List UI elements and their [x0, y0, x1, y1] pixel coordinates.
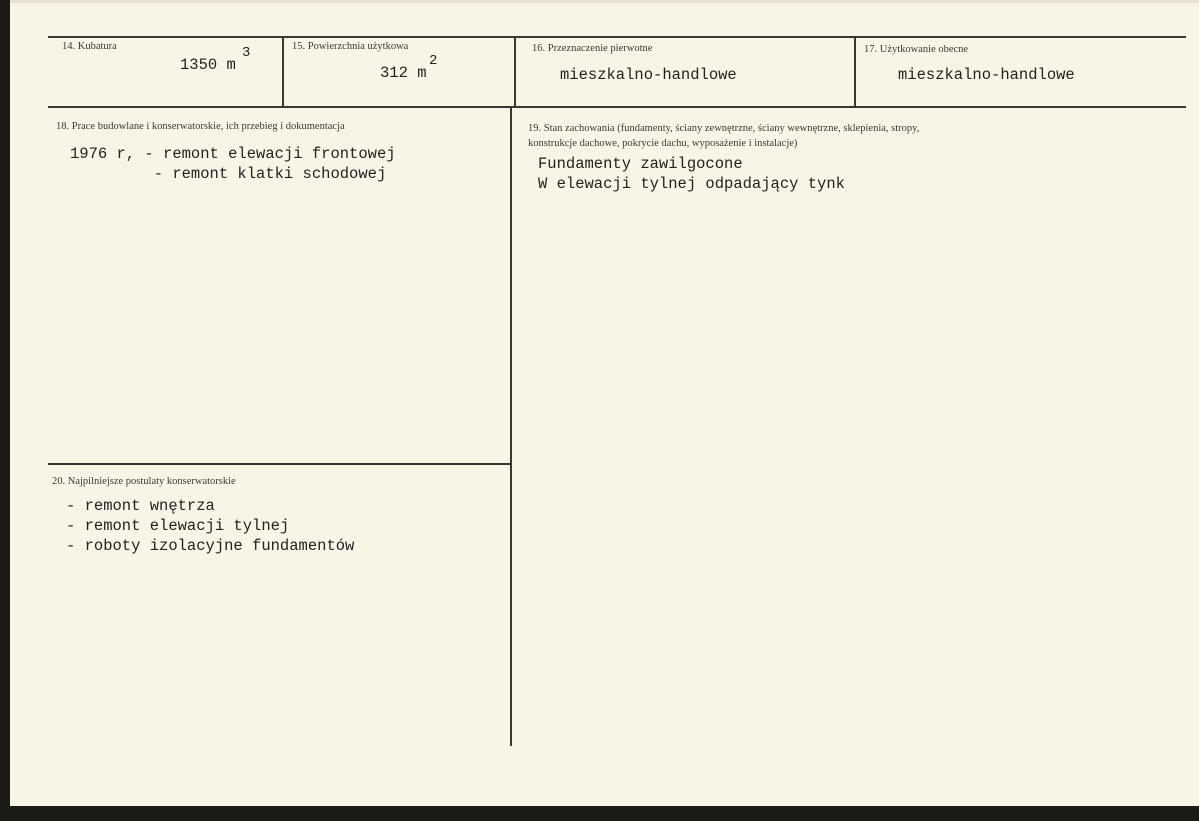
field-16-value: mieszkalno-handlowe: [560, 66, 737, 84]
field-19-label-line-1: 19. Stan zachowania (fundamenty, ściany zewnętrzne, ściany wewnętrzne, sklepienia, stropy,: [528, 123, 920, 134]
section18-bottom-rule: [48, 463, 512, 465]
field-15-unit-exponent: 2: [429, 53, 438, 69]
field-19-label-line-2: konstrukcje dachowe, pokrycie dachu, wyposażenie i instalacje): [528, 138, 798, 149]
field-20-line-1: - remont wnętrza: [66, 497, 215, 515]
field-20-label: 20. Najpilniejsze postulaty konserwatorskie: [52, 476, 236, 487]
field-14-unit-exponent: 3: [242, 45, 251, 61]
field-14-value: 1350 m: [180, 56, 236, 74]
field-18-line-2: - remont klatki schodowej: [70, 165, 387, 183]
field-14-label: 14. Kubatura: [62, 41, 117, 52]
divider-16-17: [854, 36, 856, 108]
field-17-label: 17. Użytkowanie obecne: [864, 44, 969, 55]
divider-14-15: [282, 36, 284, 108]
field-20-line-2: - remont elewacji tylnej: [66, 517, 290, 535]
field-17-value: mieszkalno-handlowe: [898, 66, 1075, 84]
divider-15-16: [514, 36, 516, 108]
field-19-line-1: Fundamenty zawilgocone: [538, 155, 743, 173]
field-16-label: 16. Przeznaczenie pierwotne: [532, 43, 653, 54]
main-column-divider: [510, 106, 512, 746]
field-15-label: 15. Powierzchnia użytkowa: [292, 41, 409, 52]
field-19-line-2: W elewacji tylnej odpadający tynk: [538, 175, 845, 193]
field-15-value: 312 m: [380, 64, 427, 82]
field-18-label: 18. Prace budowlane i konserwatorskie, ich przebieg i dokumentacja: [56, 121, 345, 132]
inventory-card: [10, 0, 1199, 806]
top-rule: [48, 36, 1186, 38]
field-20-line-3: - roboty izolacyjne fundamentów: [66, 537, 355, 555]
card-edge: [10, 0, 1199, 3]
field-18-line-1: 1976 r, - remont elewacji frontowej: [70, 145, 396, 163]
row1-bottom-rule: [48, 106, 1186, 108]
